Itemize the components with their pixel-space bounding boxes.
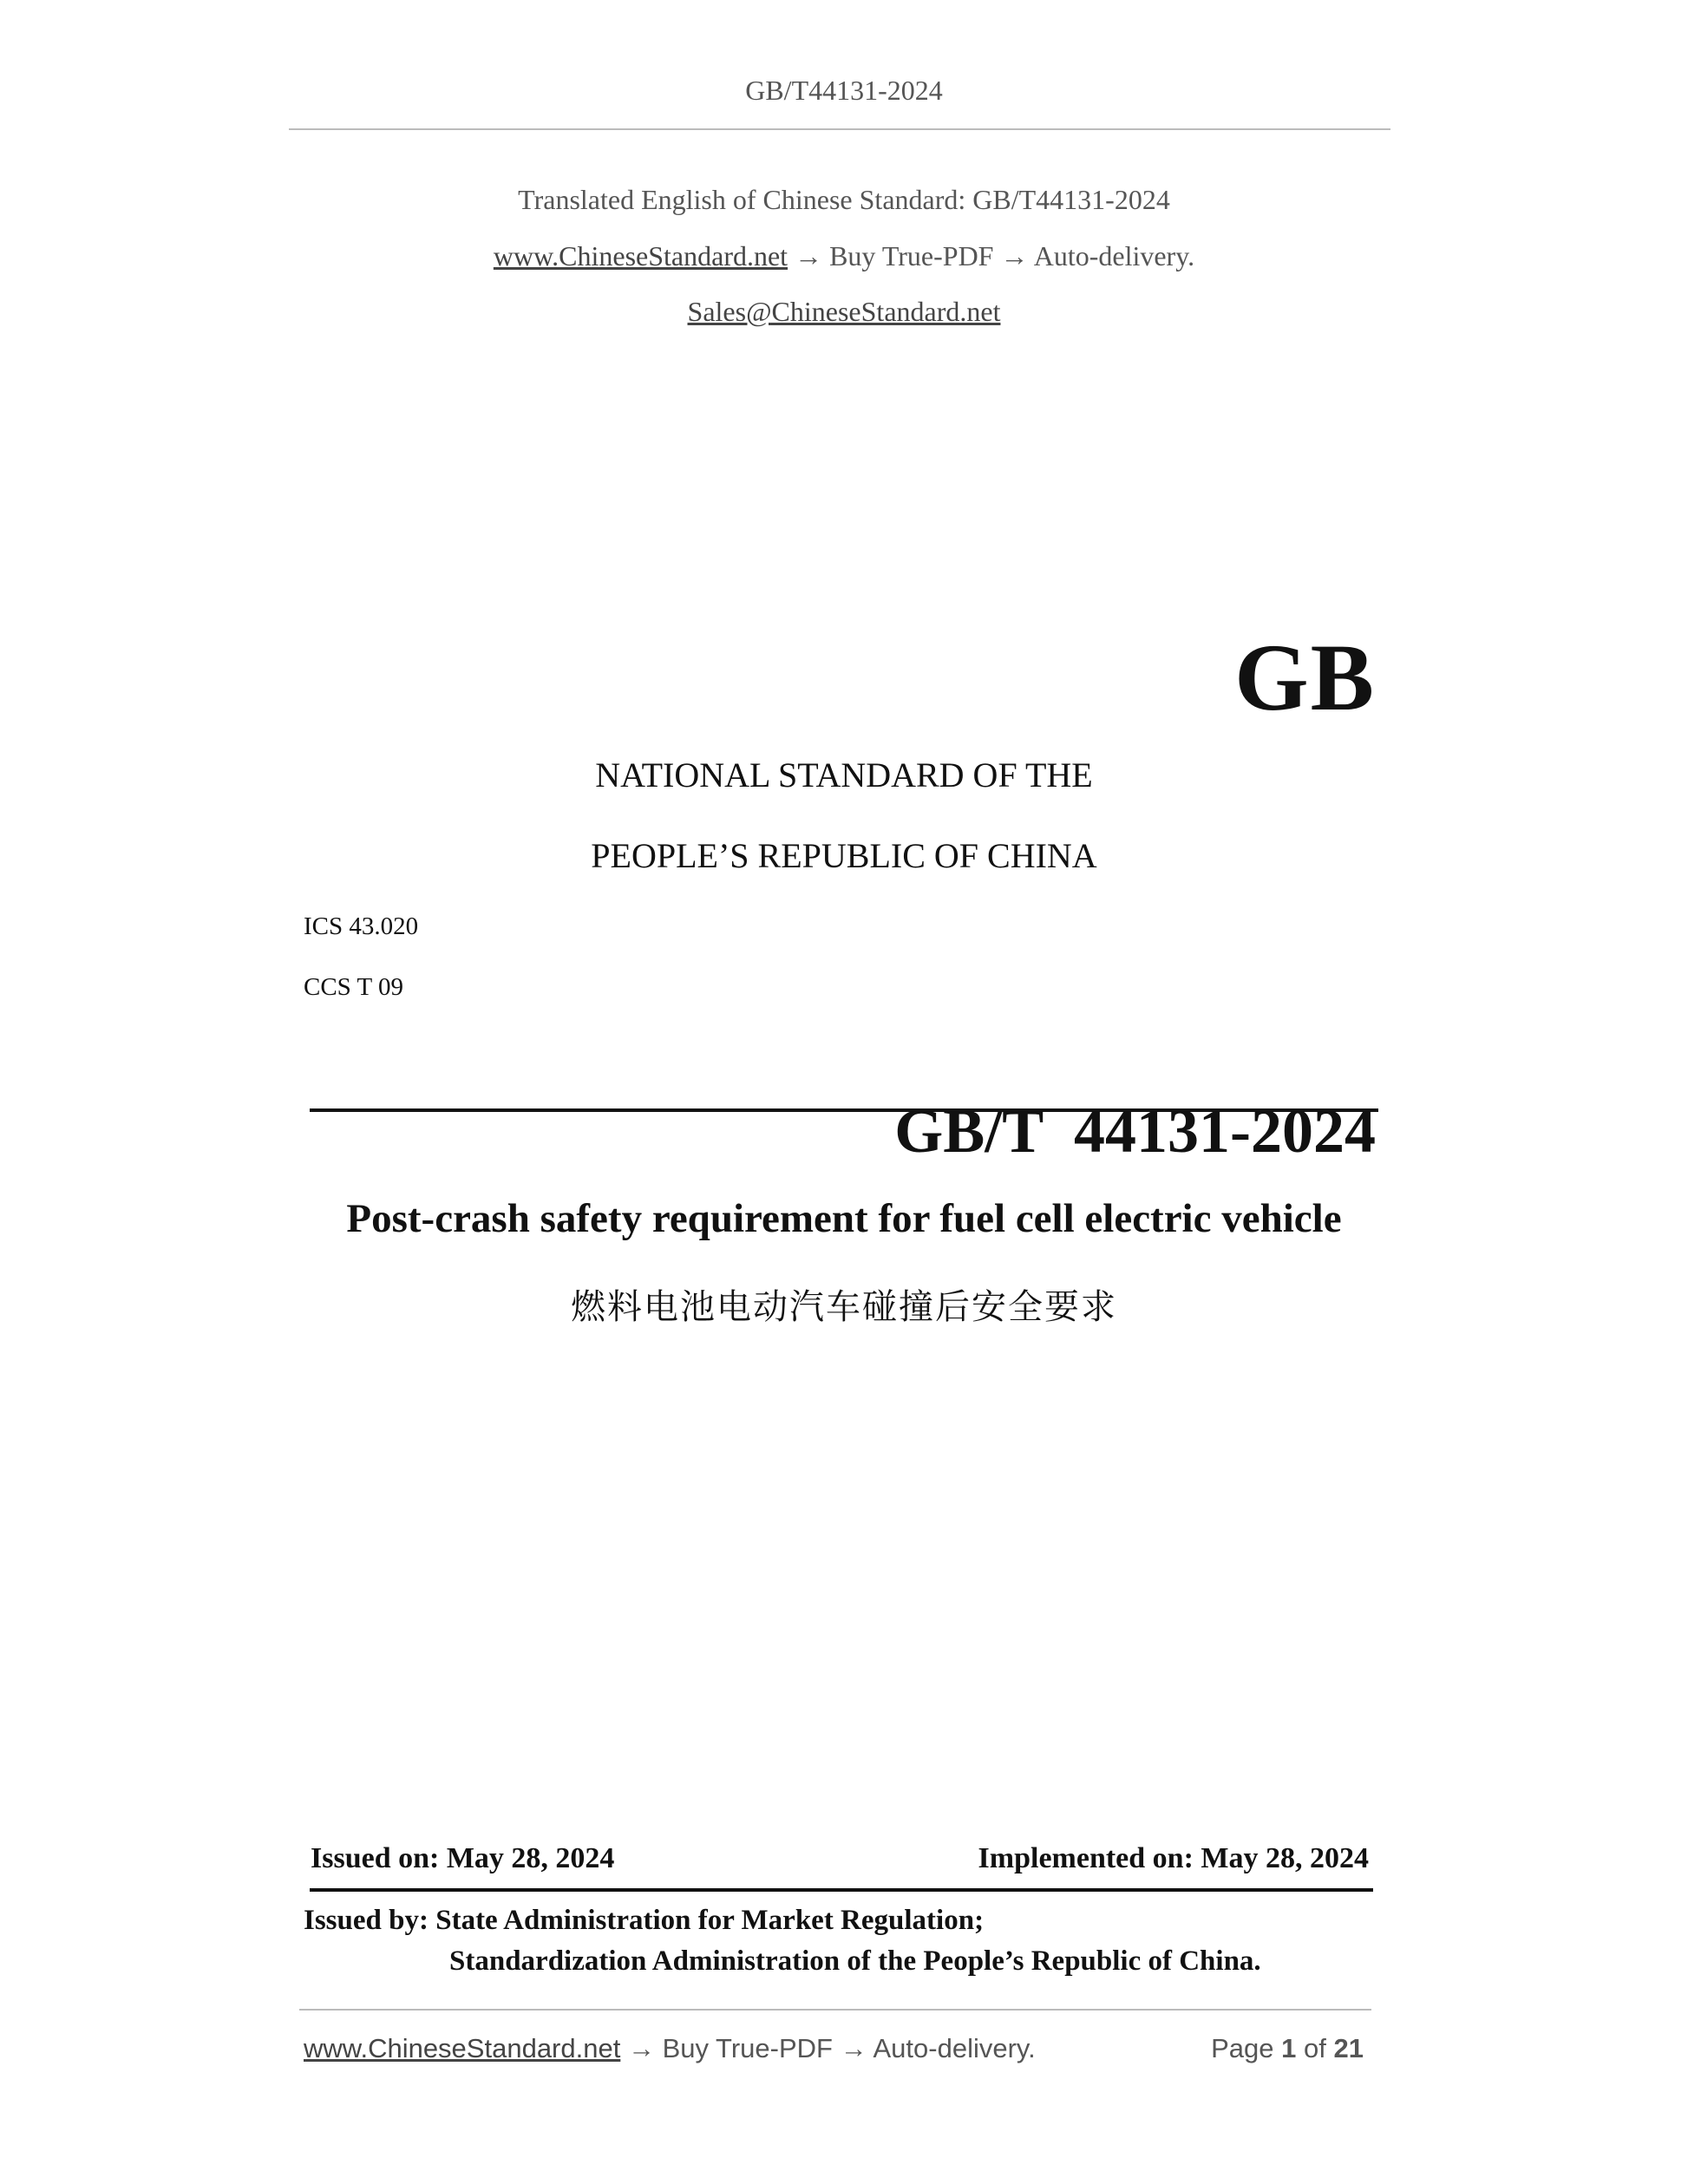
header-divider (289, 128, 1390, 130)
dates-rule (310, 1888, 1373, 1892)
national-standard-line1: NATIONAL STANDARD OF THE (595, 755, 1093, 794)
footer-buy-notice (304, 2033, 1036, 2064)
title-chinese: 燃料电池电动汽车碰撞后安全要求 (571, 1287, 1117, 1327)
footer-buy-text: Buy True-PDF (662, 2033, 833, 2063)
ccs-code: CCS T 09 (304, 973, 403, 1001)
standard-prefix: GB/T (894, 1096, 1044, 1166)
arrow-icon: → (840, 2033, 867, 2063)
page-label: Page (1211, 2033, 1274, 2063)
footer-auto-delivery-text: Auto-delivery. (873, 2033, 1036, 2063)
buy-text: Buy True-PDF (829, 240, 994, 271)
issued-on-date: Issued on: May 28, 2024 (311, 1842, 615, 1874)
arrow-icon: → (795, 240, 823, 271)
arrow-icon: → (1000, 240, 1029, 271)
issued-by-line2: Standardization Administration of the People’s Republic of China. (449, 1945, 1261, 1977)
auto-delivery-text: Auto-delivery. (1033, 240, 1195, 271)
email-notice (0, 296, 1688, 328)
page-current: 1 (1281, 2033, 1297, 2063)
standard-number (863, 1023, 1376, 1167)
ics-code: ICS 43.020 (304, 912, 419, 940)
title-english: Post-crash safety requirement for fuel cell electric vehicle (346, 1196, 1342, 1241)
national-standard-line2: PEOPLE’S REPUBLIC OF CHINA (591, 836, 1097, 875)
standard-code: 44131-2024 (1074, 1096, 1376, 1166)
gb-logo: GB (1234, 624, 1376, 730)
footer-divider (299, 2009, 1371, 2011)
site-link[interactable]: www.ChineseStandard.net (493, 240, 788, 271)
implemented-on-date: Implemented on: May 28, 2024 (978, 1842, 1369, 1874)
footer-site-link[interactable]: www.ChineseStandard.net (304, 2033, 621, 2063)
email-link[interactable]: Sales@ChineseStandard.net (687, 296, 1001, 327)
buy-notice (0, 240, 1688, 272)
page-of-label: of (1304, 2033, 1326, 2063)
running-header: GB/T44131-2024 (745, 75, 943, 106)
standard-number-rule (310, 1108, 1378, 1112)
arrow-icon: → (627, 2033, 655, 2063)
issued-by-line1: Issued by: State Administration for Market Regulation; (304, 1905, 985, 1936)
translation-notice: Translated English of Chinese Standard: GB/T44131-2024 (518, 184, 1170, 215)
page-indicator (1211, 2033, 1364, 2064)
page-total: 21 (1333, 2033, 1364, 2063)
